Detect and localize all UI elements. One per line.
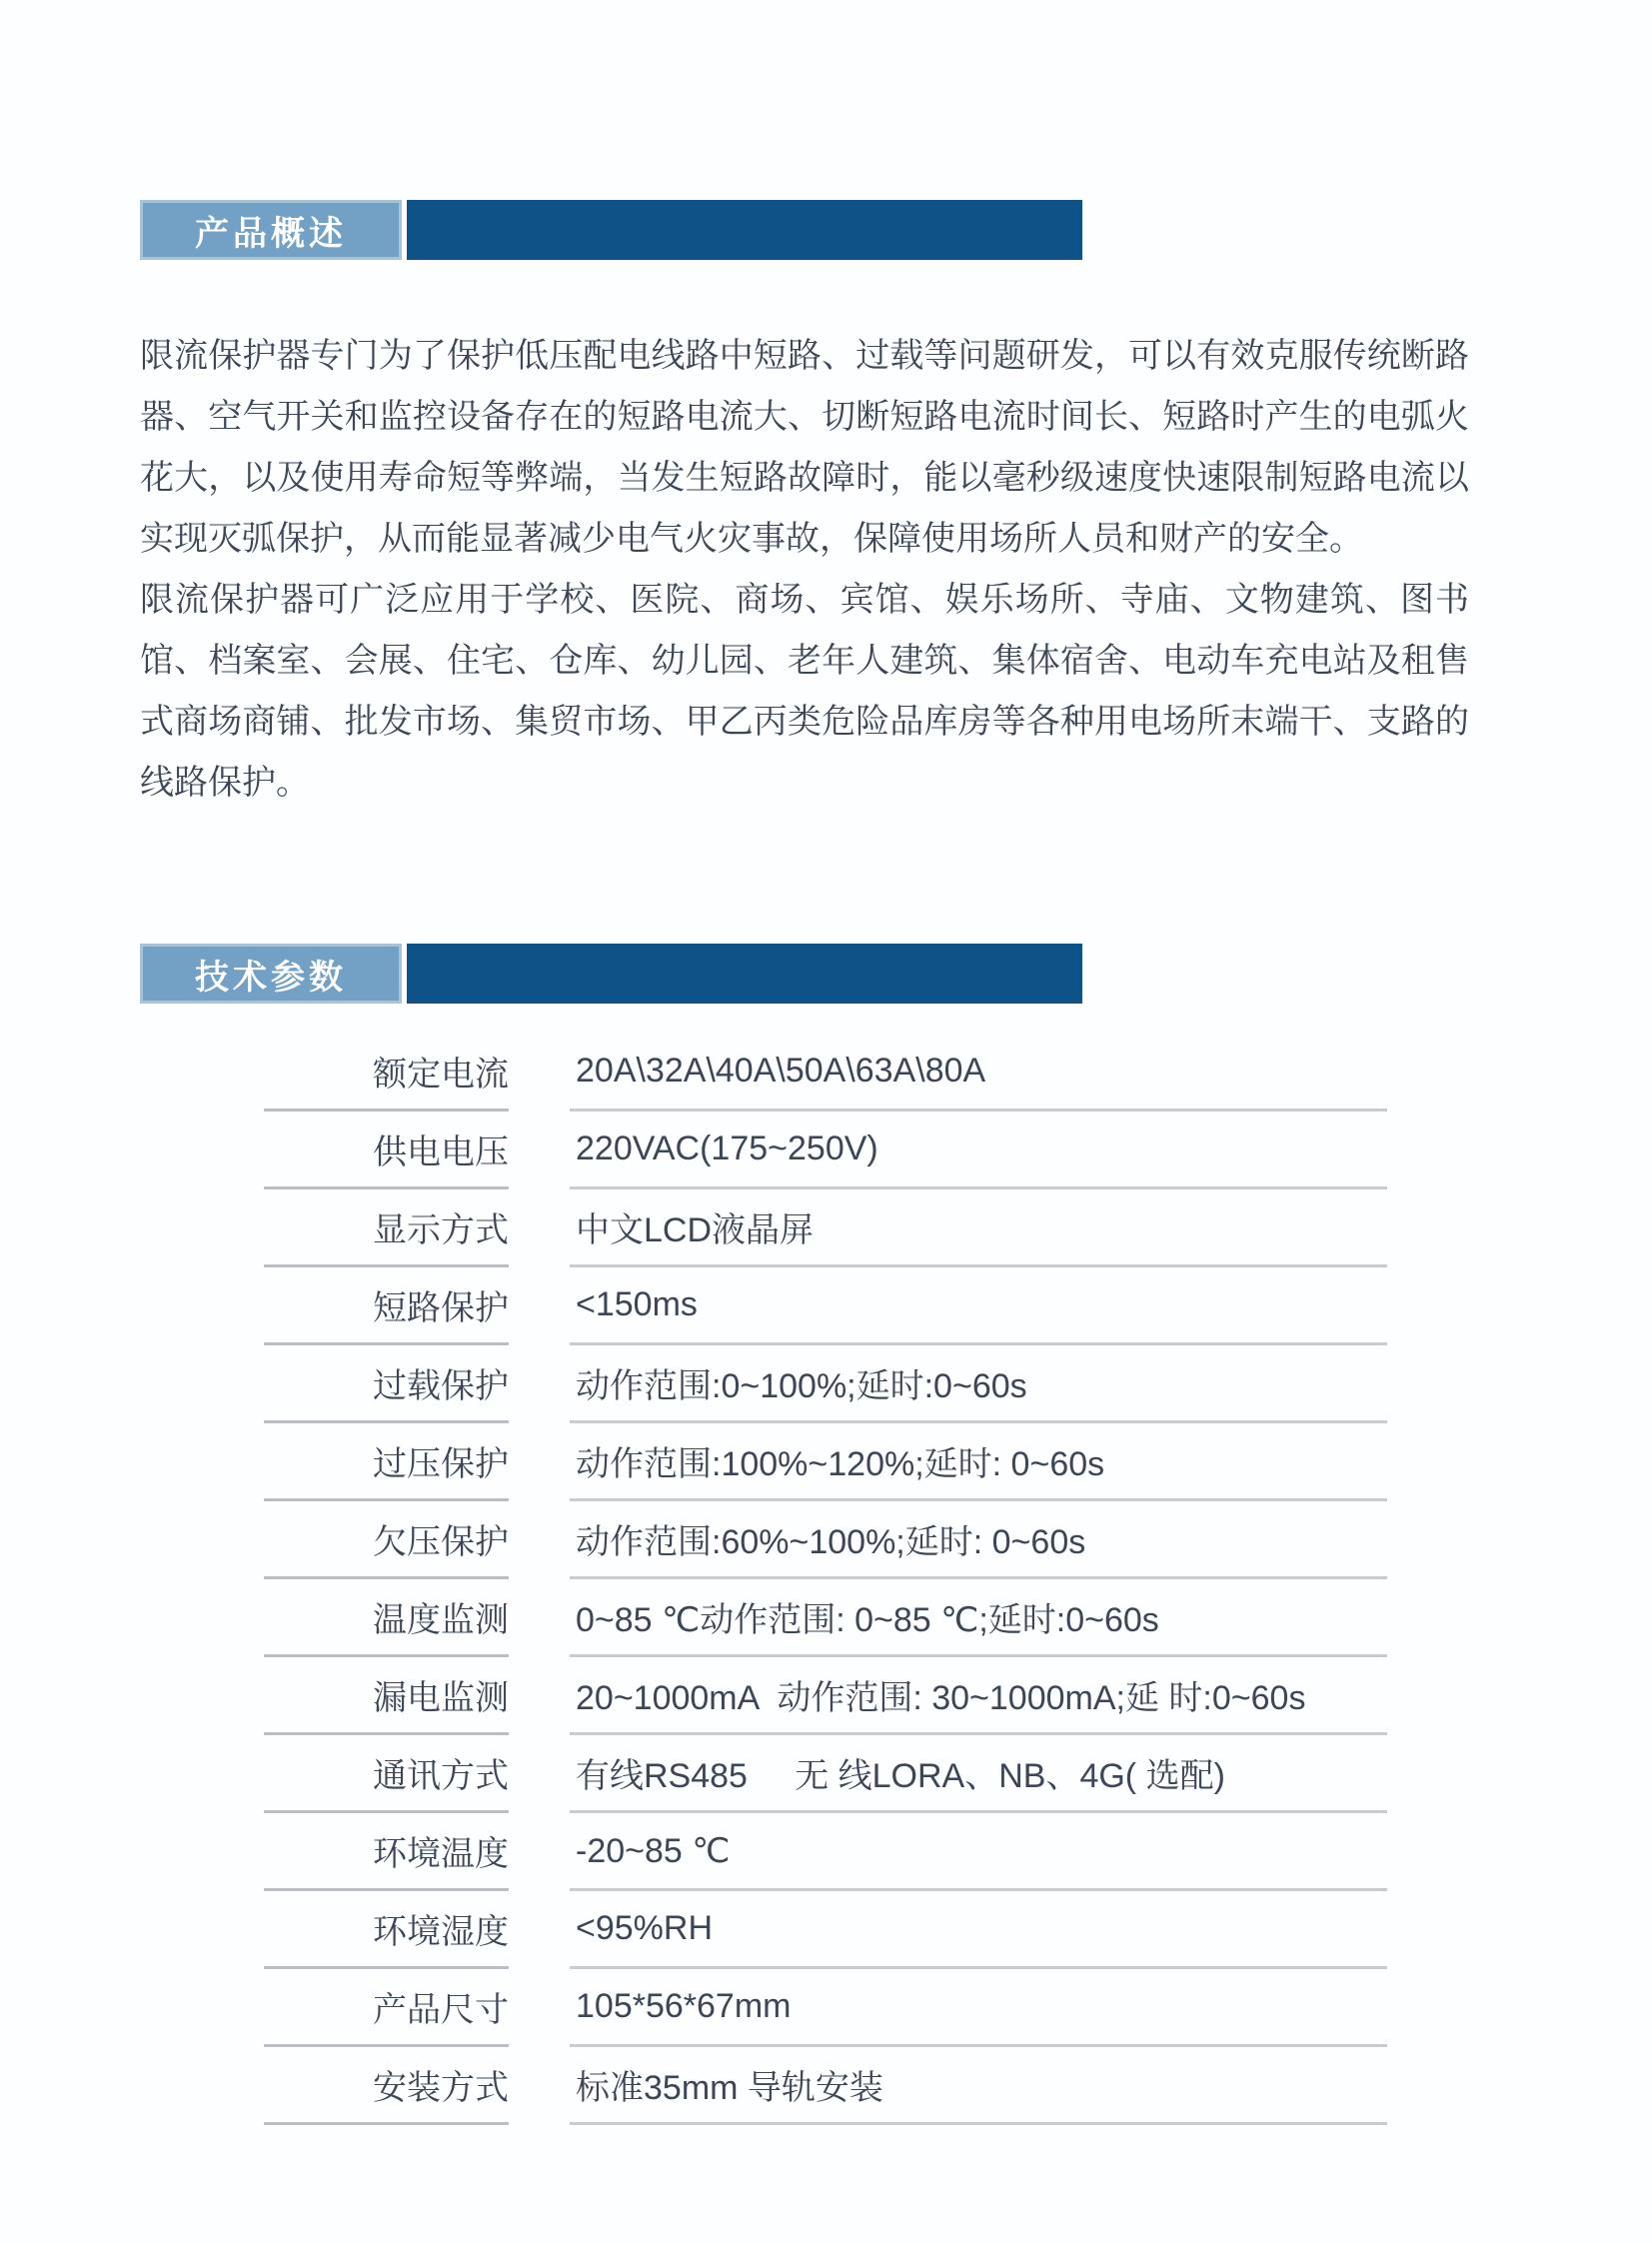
- param-row: [264, 1501, 1387, 1579]
- param-column-gap: [509, 1034, 570, 1112]
- param-row: [264, 1267, 1387, 1345]
- param-label: 漏电监测: [264, 1657, 509, 1735]
- param-column-gap: [509, 1345, 570, 1423]
- param-label: 通讯方式: [264, 1735, 509, 1813]
- param-value: 20A\32A\40A\50A\63A\80A: [570, 1034, 1387, 1112]
- overview-header-bar: [407, 200, 1082, 260]
- overview-text-block: [140, 326, 1469, 814]
- param-row: [264, 1345, 1387, 1423]
- overview-section-title: 产品概述: [140, 200, 402, 260]
- param-row: [264, 1813, 1387, 1891]
- param-value: 0~85 ℃动作范围: 0~85 ℃;延时:0~60s: [570, 1579, 1387, 1657]
- param-value: 动作范围:60%~100%;延时: 0~60s: [570, 1501, 1387, 1579]
- param-row: [264, 1423, 1387, 1501]
- param-column-gap: [509, 1189, 570, 1267]
- param-row: [264, 1969, 1387, 2047]
- param-column-gap: [509, 2047, 570, 2125]
- section-header-specs: [140, 944, 1082, 1004]
- param-column-gap: [509, 1501, 570, 1579]
- param-value: <95%RH: [570, 1891, 1387, 1969]
- param-column-gap: [509, 1112, 570, 1189]
- param-label: 过载保护: [264, 1345, 509, 1423]
- overview-paragraph-1: 限流保护器专门为了保护低压配电线路中短路、过载等问题研发，可以有效克服传统断路器、空气开关和监控设备存在的短路电流大、切断短路电流时间长、短路时产生的电弧火花大，以及使用寿命短等弊端，当发生短路故障时，能以毫秒级速度快速限制短路电流以实现灭弧保护，从而能显著减少电气火灾事故，保障使用场所人员和财产的安全。: [140, 337, 1469, 558]
- param-label: 环境湿度: [264, 1891, 509, 1969]
- param-column-gap: [509, 1267, 570, 1345]
- param-column-gap: [509, 1423, 570, 1501]
- overview-paragraph-2: 限流保护器可广泛应用于学校、医院、商场、宾馆、娱乐场所、寺庙、文物建筑、图书馆、档案室、会展、住宅、仓库、幼儿园、老年人建筑、集体宿舍、电动车充电站及租售式商场商铺、批发市场、集贸市场、甲乙丙类危险品库房等各种用电场所末端干、支路的线路保护。: [140, 581, 1469, 802]
- param-value: 动作范围:100%~120%;延时: 0~60s: [570, 1423, 1387, 1501]
- param-label: 过压保护: [264, 1423, 509, 1501]
- param-value: 20~1000mA 动作范围: 30~1000mA;延 时:0~60s: [570, 1657, 1387, 1735]
- specs-header-bar: [407, 944, 1082, 1004]
- param-value: 105*56*67mm: [570, 1969, 1387, 2047]
- param-label: 产品尺寸: [264, 1969, 509, 2047]
- param-column-gap: [509, 1891, 570, 1969]
- param-row: [264, 1112, 1387, 1189]
- param-column-gap: [509, 1579, 570, 1657]
- param-row: [264, 1891, 1387, 1969]
- param-column-gap: [509, 1969, 570, 2047]
- param-label: 短路保护: [264, 1267, 509, 1345]
- param-label: 欠压保护: [264, 1501, 509, 1579]
- param-value: 标准35mm 导轨安装: [570, 2047, 1387, 2125]
- param-column-gap: [509, 1735, 570, 1813]
- param-label: 供电电压: [264, 1112, 509, 1189]
- param-column-gap: [509, 1657, 570, 1735]
- params-table: [264, 1034, 1387, 2125]
- param-row: [264, 1735, 1387, 1813]
- section-header-overview: [140, 200, 1082, 260]
- param-value: 220VAC(175~250V): [570, 1112, 1387, 1189]
- param-value: 动作范围:0~100%;延时:0~60s: [570, 1345, 1387, 1423]
- param-label: 安装方式: [264, 2047, 509, 2125]
- param-value: 有线RS485 无 线LORA、NB、4G( 选配): [570, 1735, 1387, 1813]
- param-label: 环境温度: [264, 1813, 509, 1891]
- param-label: 温度监测: [264, 1579, 509, 1657]
- param-value: 中文LCD液晶屏: [570, 1189, 1387, 1267]
- specs-section-title: 技术参数: [140, 944, 402, 1004]
- param-column-gap: [509, 1813, 570, 1891]
- param-row: [264, 1657, 1387, 1735]
- param-row: [264, 1034, 1387, 1112]
- param-row: [264, 1579, 1387, 1657]
- param-label: 额定电流: [264, 1034, 509, 1112]
- param-value: <150ms: [570, 1267, 1387, 1345]
- param-row: [264, 1189, 1387, 1267]
- param-row: [264, 2047, 1387, 2125]
- param-label: 显示方式: [264, 1189, 509, 1267]
- param-value: -20~85 ℃: [570, 1813, 1387, 1891]
